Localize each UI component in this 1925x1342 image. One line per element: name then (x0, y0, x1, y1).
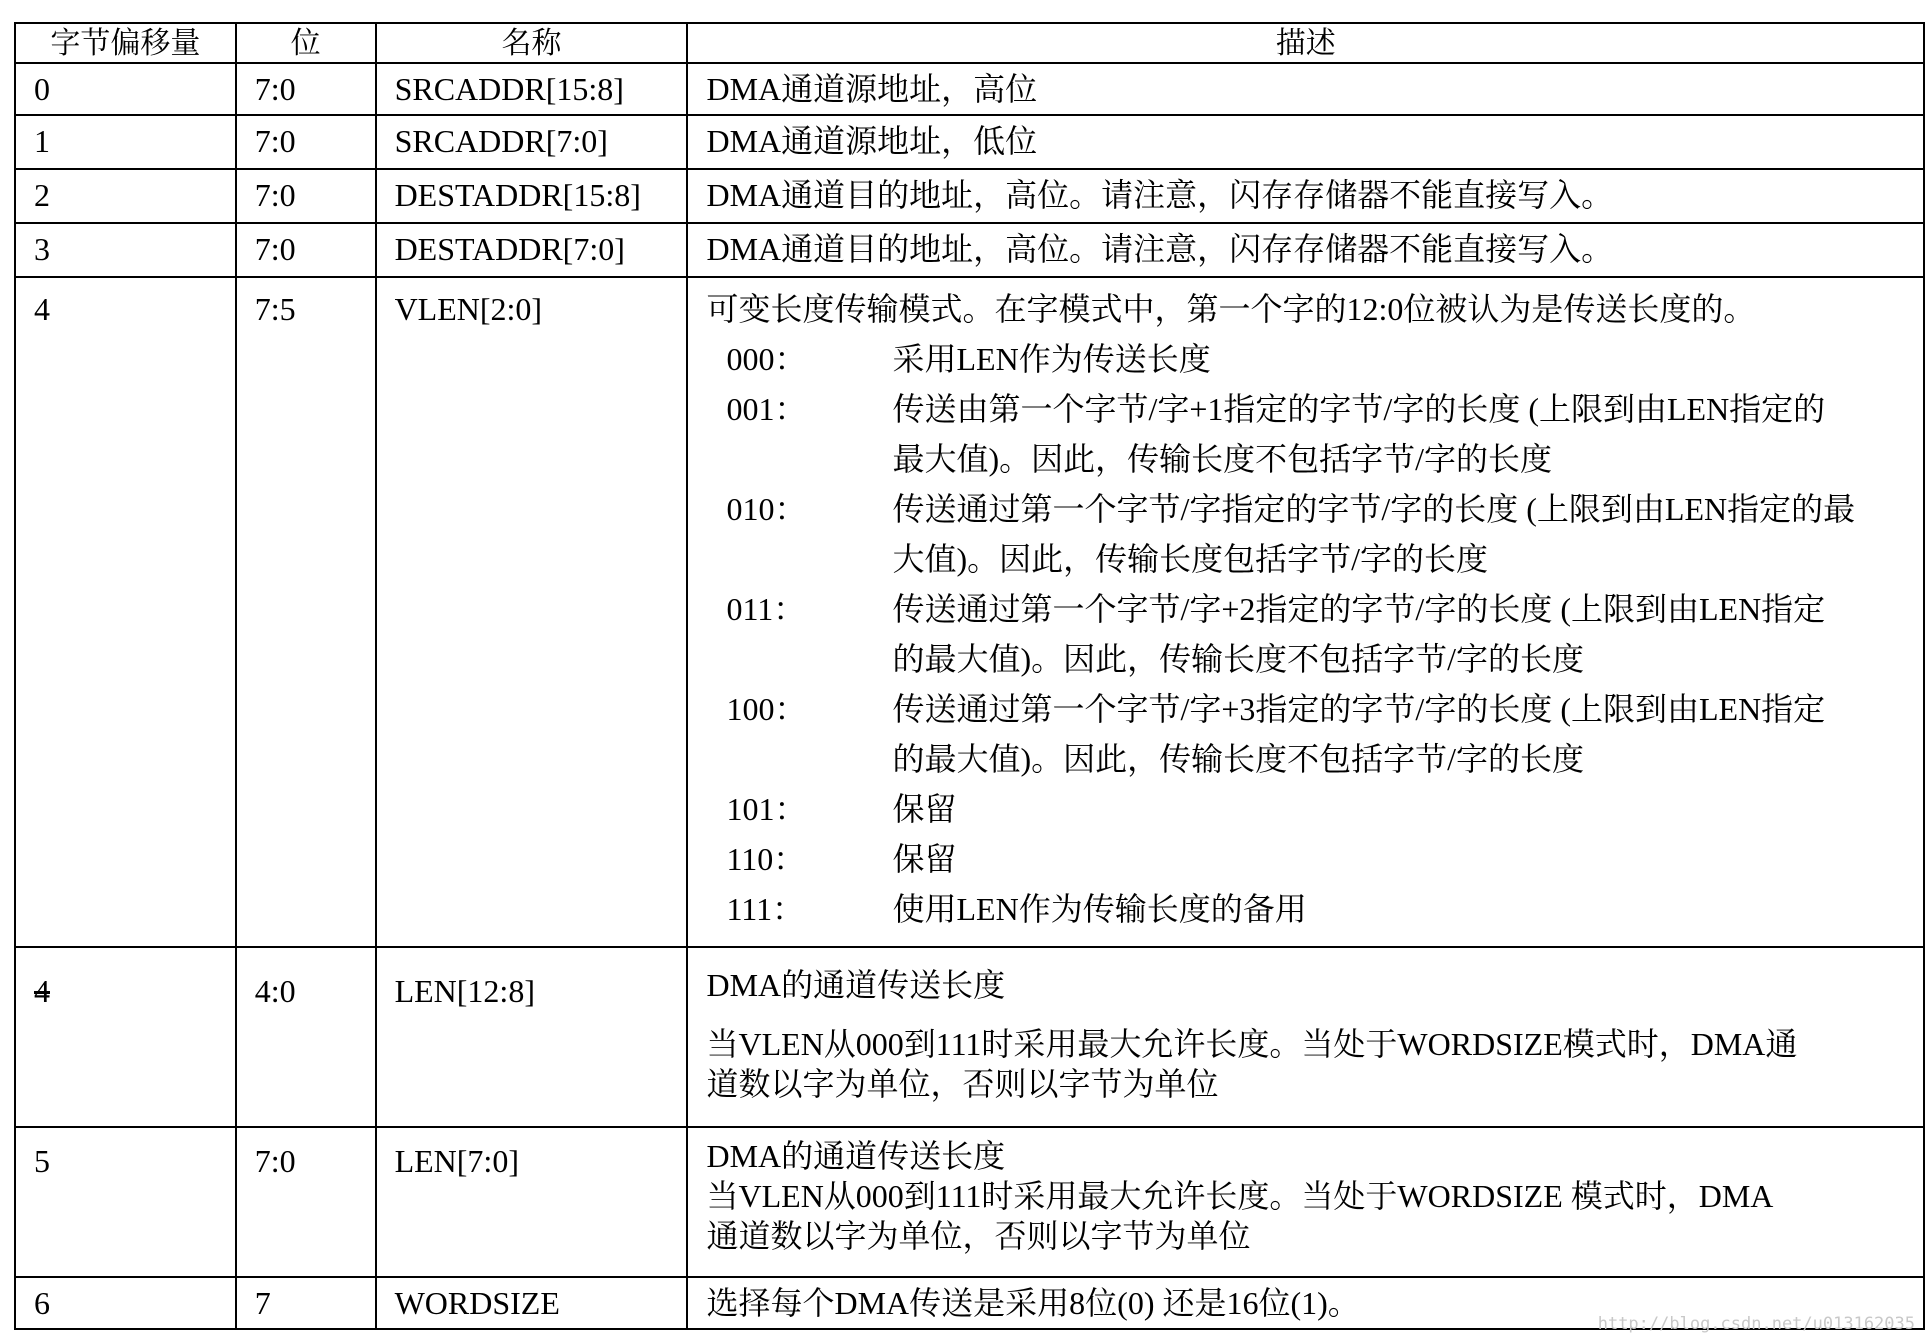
vlen-option-code: 111： (726, 891, 805, 927)
vlen-option-code: 101： (726, 791, 807, 827)
bits-cell: 7:5 (236, 277, 376, 947)
name-cell: WORDSIZE (376, 1277, 688, 1329)
vlen-option (706, 384, 1917, 484)
spacer (706, 1010, 1917, 1024)
watermark: http://blog.csdn.net/u013162035 (1597, 1314, 1915, 1334)
table-row (15, 63, 1924, 115)
header-name: 名称 (376, 23, 688, 63)
table-row (15, 115, 1924, 169)
vlen-option (706, 484, 1917, 584)
len-low-desc: DMA的通道传送长度 (706, 1138, 1006, 1174)
vlen-option-text (892, 784, 1917, 834)
offset-cell: 3 (15, 223, 236, 277)
name-cell: SRCADDR[15:8] (376, 63, 688, 115)
description-cell: 选择每个DMA传送是采用8位(0) 还是16位(1)。 (687, 1277, 1924, 1329)
offset-strike: 4 (34, 973, 50, 1009)
name-cell: LEN[7:0] (376, 1127, 688, 1277)
bits-cell: 7:0 (236, 1127, 376, 1277)
offset-cell: 1 (15, 115, 236, 169)
vlen-option (706, 834, 1917, 884)
offset-cell: 5 (15, 1127, 236, 1277)
vlen-option (706, 784, 1917, 834)
option-line: 传送通过第一个字节/字+2指定的字节/字的长度 (上限到由LEN指定 (892, 591, 1826, 627)
bits-cell: 7:0 (236, 115, 376, 169)
description-cell: DMA通道源地址，高位 (687, 63, 1924, 115)
header-row (15, 23, 1924, 63)
option-line: 使用LEN作为传输长度的备用 (892, 891, 1307, 927)
name-cell: DESTADDR[7:0] (376, 223, 688, 277)
bits-cell: 7 (236, 1277, 376, 1329)
option-line: 采用LEN作为传送长度 (892, 341, 1211, 377)
len-high-note: 道数以字为单位，否则以字节为单位 (706, 1066, 1219, 1102)
name-cell: LEN[12:8] (376, 947, 688, 1127)
len-low-note: 通道数以字为单位，否则以字节为单位 (706, 1218, 1251, 1254)
vlen-option-text (892, 384, 1917, 484)
bits-cell: 7:0 (236, 63, 376, 115)
offset-cell: 2 (15, 169, 236, 223)
option-line: 的最大值)。因此，传输长度不包括字节/字的长度 (892, 741, 1585, 777)
name-cell: VLEN[2:0] (376, 277, 688, 947)
vlen-option-code: 001： (726, 391, 807, 427)
header-bits: 位 (236, 23, 376, 63)
vlen-option-text (892, 334, 1917, 384)
offset-cell (15, 947, 236, 1127)
bits-cell: 7:0 (236, 223, 376, 277)
len-high-note: 当VLEN从000到111时采用最大允许长度。当处于WORDSIZE模式时，DMA通 (706, 1026, 1798, 1062)
option-line: 保留 (892, 841, 957, 877)
table-row (15, 169, 1924, 223)
vlen-option-text (892, 834, 1917, 884)
table-row (15, 277, 1924, 947)
table-row (15, 947, 1924, 1127)
offset-cell: 0 (15, 63, 236, 115)
bits-cell: 4:0 (236, 947, 376, 1127)
vlen-option (706, 684, 1917, 784)
vlen-option-code: 000： (726, 341, 807, 377)
vlen-option-code: 011： (726, 591, 806, 627)
bits-cell: 7:0 (236, 169, 376, 223)
header-offset: 字节偏移量 (15, 23, 236, 63)
vlen-option (706, 334, 1917, 384)
option-line: 保留 (892, 791, 957, 827)
description-cell: DMA通道目的地址，高位。请注意，闪存存储器不能直接写入。 (687, 169, 1924, 223)
vlen-option-text (892, 884, 1917, 934)
offset-cell: 4 (15, 277, 236, 947)
option-line: 传送通过第一个字节/字+3指定的字节/字的长度 (上限到由LEN指定 (892, 691, 1826, 727)
description-cell (687, 277, 1924, 947)
vlen-option-code: 110： (726, 841, 806, 877)
header-description: 描述 (687, 23, 1924, 63)
description-cell (687, 1127, 1924, 1277)
option-line: 的最大值)。因此，传输长度不包括字节/字的长度 (892, 641, 1585, 677)
table-row (15, 1127, 1924, 1277)
vlen-option (706, 584, 1917, 684)
register-table (14, 22, 1925, 1330)
vlen-option-text (892, 684, 1917, 784)
vlen-summary: 可变长度传输模式。在字模式中，第一个字的12:0位被认为是传送长度的。 (706, 291, 1756, 327)
name-cell: DESTADDR[15:8] (376, 169, 688, 223)
vlen-option (706, 884, 1917, 934)
option-line: 传送通过第一个字节/字指定的字节/字的长度 (上限到由LEN指定的最 (892, 491, 1856, 527)
option-line: 最大值)。因此，传输长度不包括字节/字的长度 (892, 441, 1553, 477)
vlen-option-code: 010： (726, 491, 807, 527)
len-high-desc: DMA的通道传送长度 (706, 967, 1006, 1003)
len-low-note: 当VLEN从000到111时采用最大允许长度。当处于WORDSIZE 模式时，DMA (706, 1178, 1774, 1214)
name-cell: SRCADDR[7:0] (376, 115, 688, 169)
option-line: 传送由第一个字节/字+1指定的字节/字的长度 (上限到由LEN指定的 (892, 391, 1826, 427)
table-row (15, 223, 1924, 277)
vlen-option-text (892, 484, 1917, 584)
option-line: 大值)。因此，传输长度包括字节/字的长度 (892, 541, 1489, 577)
vlen-option-code: 100： (726, 691, 807, 727)
description-cell: DMA通道目的地址，高位。请注意，闪存存储器不能直接写入。 (687, 223, 1924, 277)
vlen-option-text (892, 584, 1917, 684)
description-cell (687, 947, 1924, 1127)
offset-cell: 6 (15, 1277, 236, 1329)
description-cell: DMA通道源地址，低位 (687, 115, 1924, 169)
